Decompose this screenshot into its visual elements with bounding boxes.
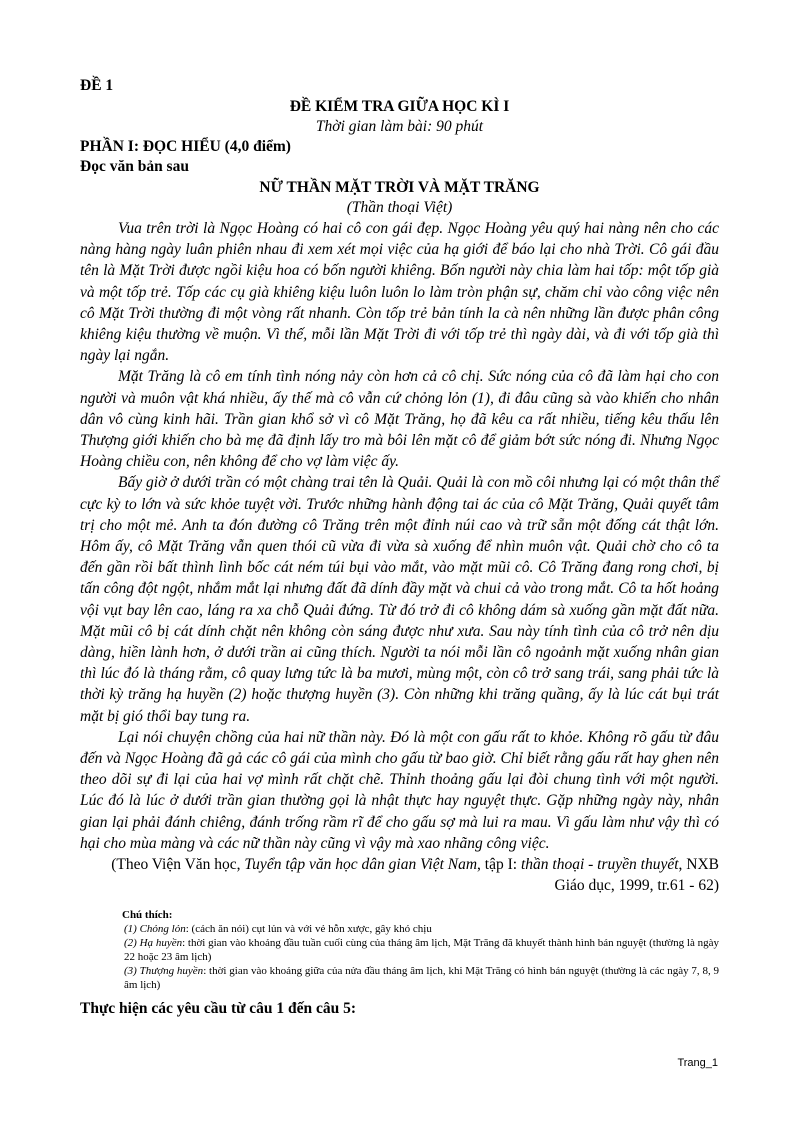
footnote-term: (2) Hạ huyền xyxy=(124,937,183,950)
reading-instruction: Đọc văn bản sau xyxy=(80,158,189,175)
part-1-title: PHẦN I: ĐỌC HIỂU (4,0 điểm) xyxy=(80,138,291,155)
page-number: Trang_1 xyxy=(677,1057,718,1069)
source-suffix: , NXB Giáo dục, 1999, tr.61 - 62) xyxy=(554,856,719,895)
footnote-item xyxy=(124,922,719,936)
story-paragraph: Mặt Trăng là cô em tính tình nóng nảy còn hơn cả cô chị. Sức nóng của cô đã làm hại cho con người và muôn vật khá nhiều, ấy thế mà cô vẫn cứ chỏng lỏn (1), đi đâu cũng sà vào khiến cho nhân dân vô cùng kinh hãi. Trần gian khổ sở vì cô Mặt Trăng, họ đã kêu ca rất nhiều, tiếng kêu thấu lên Thượng giới khiến cho bà mẹ đã định lấy tro mà bôi lên mặt cô để giảm bớt sức nóng đi. Nhưng Ngọc Hoàng chiều con, nên không để cho vợ làm việc ấy. xyxy=(80,368,719,471)
footnote-item xyxy=(124,964,719,992)
footnote-text: : (cách ăn nói) cụt lủn và với vẻ hỗn xược, gây khó chịu xyxy=(185,923,432,936)
footnote-item xyxy=(124,936,719,964)
story-paragraph: Lại nói chuyện chồng của hai nữ thần này. Đó là một con gấu rất to khỏe. Không rõ gấu từ đâu đến và Ngọc Hoàng đã gả các cô gái của mình cho gấu từ bao giờ. Chỉ biết rằng gấu rất hay ghen nên theo dõi sự đi lại của hai vợ mình rất chặt chẽ. Thỉnh thoảng gấu lại đòi chung tình với một người. Lúc đó là lúc ở dưới trần gian thường gọi là nhật thực hay nguyệt thực. Gặp những ngày này, nhân gian lại phải đánh chiêng, đánh trống rầm rĩ để cho gấu sợ mà lui ra mau. Vì gấu làm như vậy thì có hại cho mùa màng và các nữ thần này cũng vì vậy mà xao nhãng công việc. xyxy=(80,728,719,852)
source-middle: , tập I: xyxy=(477,856,521,874)
exam-number: ĐỀ 1 xyxy=(80,77,114,94)
footnote-text: : thời gian vào khoảng giữa của nửa đầu tháng âm lịch, khi Mặt Trăng có hình bán nguyệt (thường là các ngày 7, 8, 9 âm lịch) xyxy=(124,965,719,992)
source-prefix: (Theo Viện Văn học, xyxy=(111,856,245,874)
story-paragraph: Vua trên trời là Ngọc Hoàng có hai cô con gái đẹp. Ngọc Hoàng yêu quý hai nàng nên cho các nàng hàng ngày luân phiên nhau đi xem xét mọi việc của hạ giới để báo lại cho nhà Trời. Cô gái đầu tên là Mặt Trời được ngồi kiệu hoa có bốn người khiêng. Bốn người này chia làm hai tốp: một tốp già và một tốp trẻ. Tốp các cụ già khiêng kiệu luôn luôn lo làm tròn phận sự, chăm chỉ vào công việc nên cô Mặt Trời thường đi một vòng rất nhanh. Còn tốp trẻ bản tính la cà nên những lần được phân công khiêng kiệu thường về muộn. Vì thế, mỗi lần Mặt Trời đi với tốp trẻ thì ngày dài, và đi với tốp già thì ngày lại ngắn. xyxy=(80,220,719,365)
story-source xyxy=(80,854,719,896)
exam-time: Thời gian làm bài: 90 phút xyxy=(315,118,484,135)
source-volume-title: thần thoại - truyền thuyết xyxy=(520,856,679,874)
source-book-title: Tuyển tập văn học dân gian Việt Nam xyxy=(244,856,478,874)
story-paragraph: Bấy giờ ở dưới trần có một chàng trai tên là Quải. Quải là con mồ côi nhưng lại có một thân thể cực kỳ to lớn và sức khỏe tuyệt vời. Trước những hành động tai ác của cô Mặt Trăng, Quải quyết tâm trị cho một mẻ. Anh ta đón đường cô Trăng trên một đỉnh núi cao và trữ sẵn một đống cát thật lớn. Hôm ấy, cô Mặt Trăng vẫn quen thói cũ vừa đi vừa sà xuống để nhìn muôn vật. Quải chờ cho cô ta đến gần rồi bất thình lình bốc cát ném túi bụi vào mắt, vào mặt mũi cô. Cô Trăng đang rong chơi, bị tấn công đột ngột, nhắm mắt lại nhưng đất đã dính đầy mặt và chui cả vào trong mắt. Cô ta hốt hoảng vội vụt bay lên cao, láng ra xa chỗ Quải đứng. Từ đó trở đi cô không dám sà xuống gần mặt đất nữa. Mặt mũi cô bị cát dính chặt nên không còn sáng được như xưa. Sau này tính tình của cô trở nên dịu dàng, hiền lành hơn, ở dưới trần ai cũng thích. Người ta nói mỗi lần cô ngoảnh mặt xuống nhân gian thì lúc đó là tháng rằm, cô quay lưng tức là ba mươi, mùng một, còn cô trở sang trái, sang phải tức là thời kỳ trăng hạ huyền (2) hoặc thượng huyền (3). Còn những khi trăng quầng, ấy là lúc cát bụi trát mặt bị gió thổi bay tung ra. xyxy=(80,474,719,725)
footnotes-title: Chú thích: xyxy=(122,909,173,922)
story-title: NỮ THẦN MẶT TRỜI VÀ MẶT TRĂNG xyxy=(259,179,540,196)
tasks-instruction: Thực hiện các yêu cầu từ câu 1 đến câu 5: xyxy=(80,1000,357,1018)
story-genre: (Thần thoại Việt) xyxy=(346,199,453,216)
footnote-term: (3) Thượng huyền xyxy=(124,965,204,978)
footnotes xyxy=(122,908,719,992)
exam-title: ĐỀ KIỂM TRA GIỮA HỌC KÌ I xyxy=(289,98,510,115)
footnote-term: (1) Chỏng lỏn xyxy=(124,923,186,936)
page-content xyxy=(80,75,719,1019)
footnote-text: : thời gian vào khoảng đầu tuần cuối cùng của tháng âm lịch, Mặt Trăng đã khuyết thành hình bán nguyệt (thường là ngày 22 hoặc 23 âm lịch) xyxy=(124,937,719,964)
